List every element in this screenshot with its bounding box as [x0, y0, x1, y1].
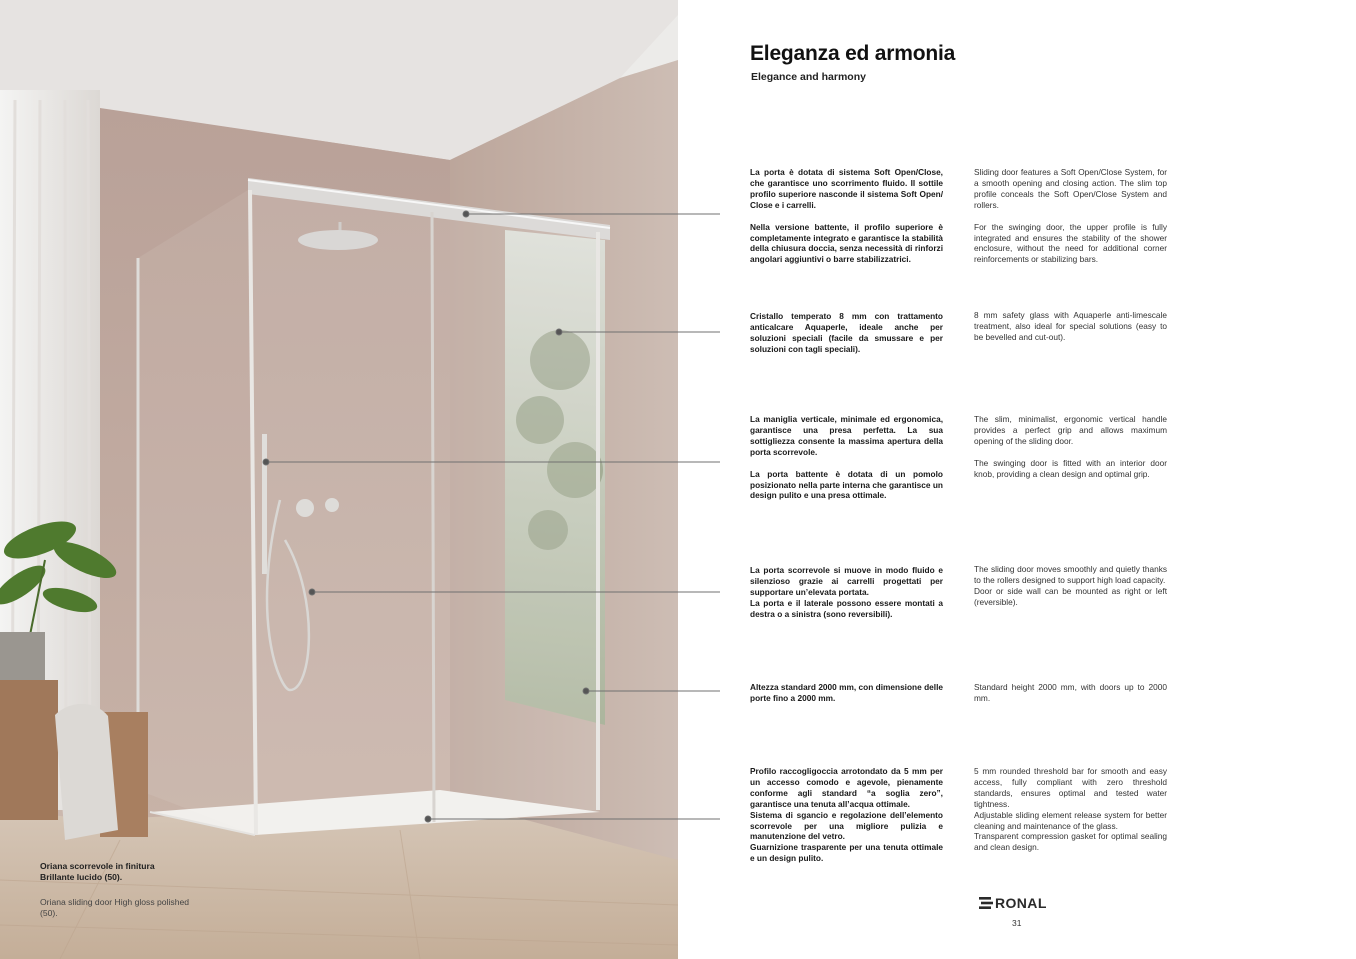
- feature-paragraph: Transparent compression gasket for optimal sealing and clean design.: [974, 831, 1167, 853]
- feature-paragraph: La porta è dotata di sistema Soft Open/Close, che garantisce uno scorrimento fluido. Il sottile profilo superiore nasconde il sistema Soft Open/ Close e i carrelli.: [750, 167, 943, 210]
- page-title: Eleganza ed armonia: [750, 42, 956, 65]
- feature-handle-italian: [750, 414, 943, 501]
- feature-paragraph: Sistema di sgancio e regolazione dell’elemento scorrevole per una migliore pulizia e manutenzione del vetro.: [750, 809, 943, 842]
- feature-height-english: [974, 682, 1167, 704]
- page-subtitle: Elegance and harmony: [751, 71, 866, 83]
- brand-name: RONAL: [995, 895, 1047, 911]
- feature-paragraph: Sliding door features a Soft Open/Close System, for a smooth opening and closing action. The slim top profile conceals the Soft Open/Close System and rollers.: [974, 167, 1167, 210]
- feature-paragraph: La porta battente è dotata di un pomolo posizionato nella parte interna che garantisce un design pulito e una presa ottimale.: [750, 468, 943, 501]
- feature-glass-italian: [750, 311, 943, 355]
- feature-paragraph: Altezza standard 2000 mm, con dimensione delle porte fino a 2000 mm.: [750, 682, 943, 703]
- feature-paragraph: La porta scorrevole si muove in modo fluido e silenzioso grazie ai carrelli progettati per supportare un’elevata portata.: [750, 565, 943, 597]
- feature-paragraph: Guarnizione trasparente per una tenuta ottimale e un design pulito.: [750, 842, 943, 864]
- feature-paragraph: La maniglia verticale, minimale ed ergonomica, garantisce una presa perfetta. La sua sottigliezza consente la massima apertura della porta scorrevole.: [750, 414, 943, 457]
- feature-paragraph: Cristallo temperato 8 mm con trattamento anticalcare Aquaperle, ideale anche per soluzioni speciali (facile da smussare e per soluzioni con tagli speciali).: [750, 311, 943, 354]
- feature-paragraph: La porta e il laterale possono essere montati a destra o a sinistra (sono reversibili).: [750, 597, 943, 619]
- feature-paragraph: Adjustable sliding element release system for better cleaning and maintenance of the glass.: [974, 809, 1167, 831]
- feature-paragraph: 8 mm safety glass with Aquaperle anti-limescale treatment, also ideal for special solutions (easy to be bevelled and cut-out).: [974, 310, 1167, 342]
- brand-logo: [979, 894, 1047, 912]
- page-number: 31: [1012, 918, 1022, 928]
- feature-paragraph: Door or side wall can be mounted as right or left (reversible).: [974, 585, 1167, 607]
- photo-caption-english: Oriana sliding door High gloss polished (50).: [40, 897, 190, 918]
- feature-paragraph: The slim, minimalist, ergonomic vertical handle provides a perfect grip and allows maximum opening of the sliding door.: [974, 414, 1167, 446]
- feature-soft-close-english: [974, 167, 1167, 265]
- feature-paragraph: Standard height 2000 mm, with doors up to 2000 mm.: [974, 682, 1167, 703]
- feature-rollers-italian: [750, 565, 943, 620]
- feature-soft-close-italian: [750, 167, 943, 265]
- feature-paragraph: For the swinging door, the upper profile is fully integrated and ensures the stability of the shower enclosure, without the need for additional corner reinforcements or stabilizing bars.: [974, 221, 1167, 265]
- feature-paragraph: The swinging door is fitted with an interior door knob, providing a clean design and optimal grip.: [974, 457, 1167, 479]
- feature-rollers-english: [974, 564, 1167, 608]
- feature-glass-english: [974, 310, 1167, 343]
- feature-paragraph: Profilo raccogligoccia arrotondato da 5 mm per un accesso comodo e agevole, pienamente conforme agli standard “a soglia zero”, garantisce una tenuta all’acqua ottimale.: [750, 766, 943, 809]
- feature-handle-english: [974, 414, 1167, 480]
- feature-threshold-italian: [750, 766, 943, 864]
- feature-height-italian: [750, 682, 943, 704]
- feature-threshold-english: [974, 766, 1167, 853]
- feature-paragraph: 5 mm rounded threshold bar for smooth and easy access, fully compliant with zero threshold standards, ensures optimal and tested water tightness.: [974, 766, 1167, 809]
- feature-paragraph: The sliding door moves smoothly and quietly thanks to the rollers designed to support high load capacity.: [974, 564, 1167, 585]
- ronal-lines-icon: [979, 896, 993, 910]
- feature-paragraph: Nella versione battente, il profilo superiore è completamente integrato e garantisce la stabilità della chiusura doccia, senza necessità di rinforzi angolari aggiuntivi o barre stabilizzatrici.: [750, 221, 943, 265]
- photo-caption-italian: Oriana scorrevole in finitura Brillante lucido (50).: [40, 861, 155, 882]
